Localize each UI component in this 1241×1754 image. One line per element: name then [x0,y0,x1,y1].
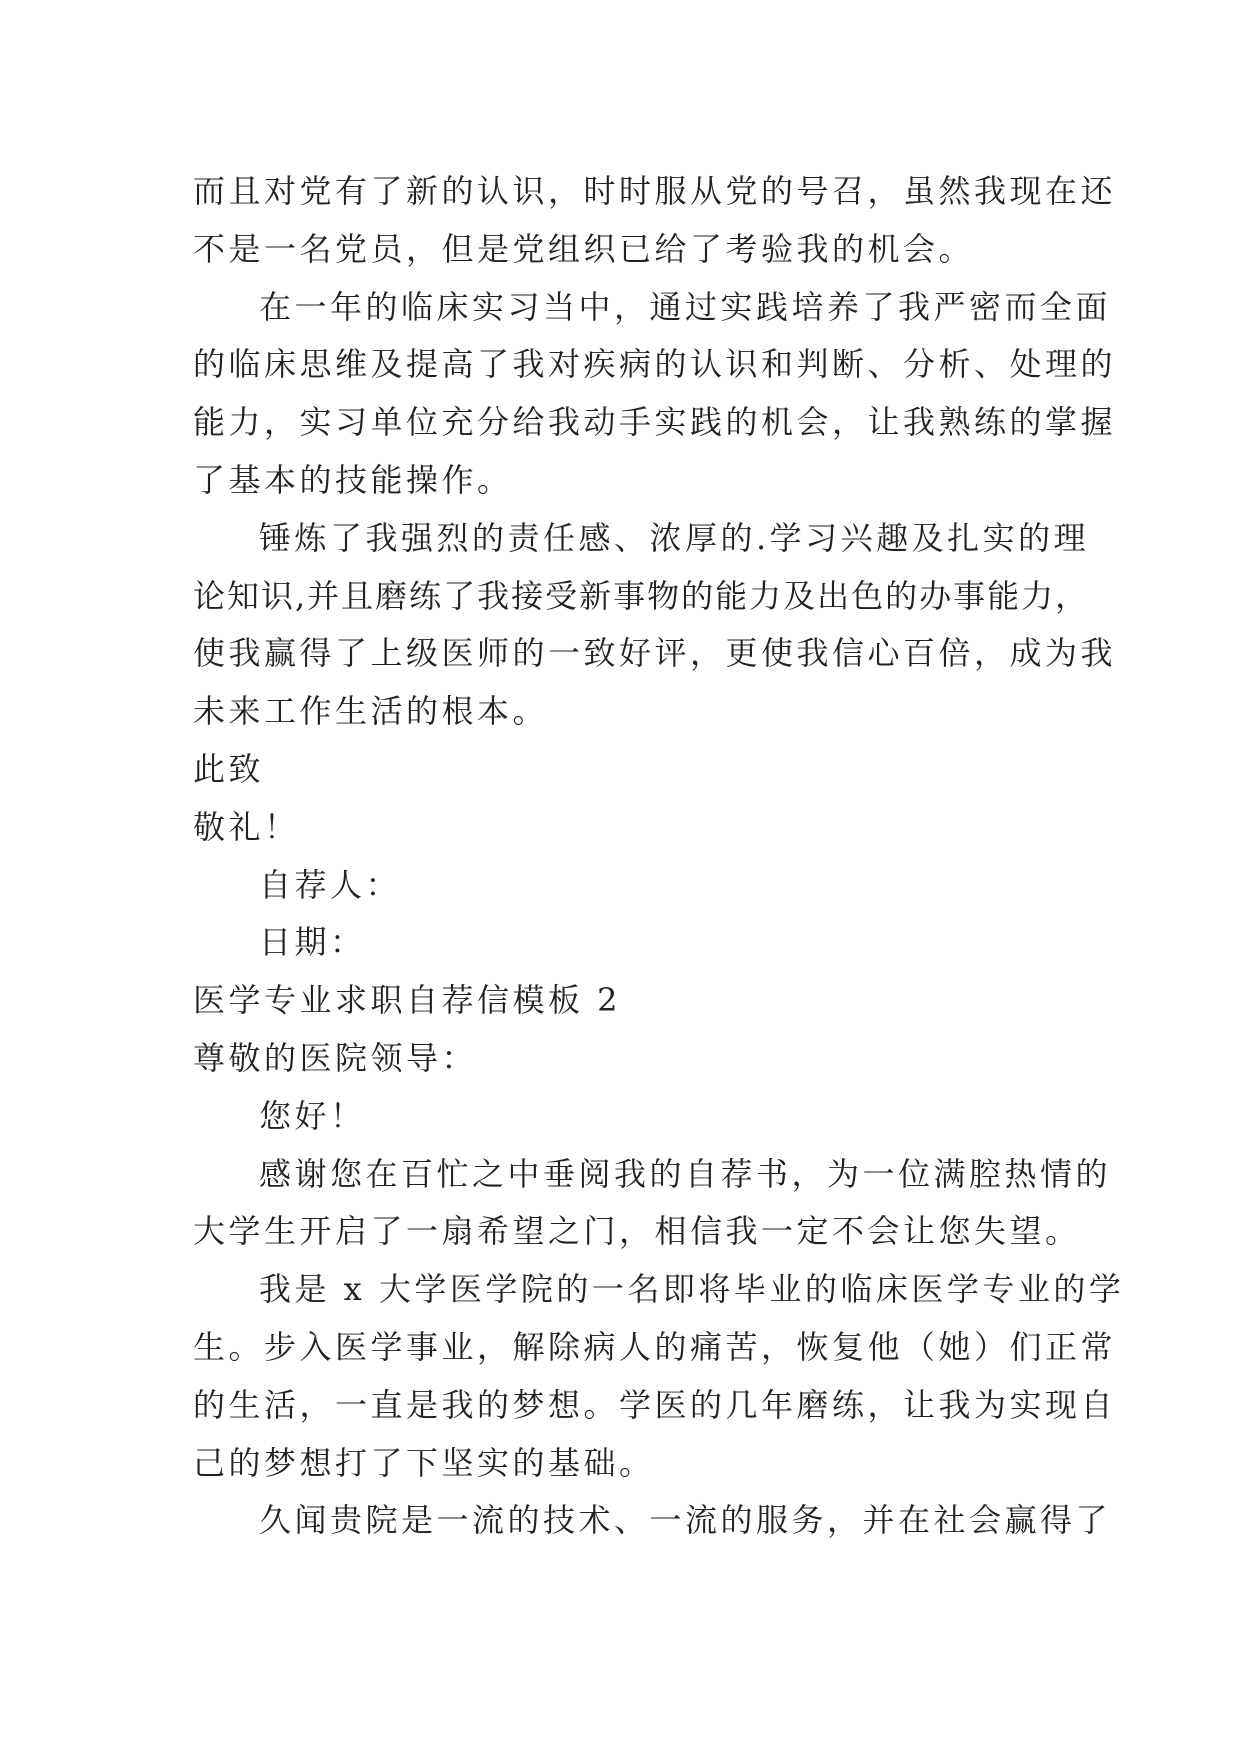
text-line: 不是一名党员，但是党组织已给了考验我的机会。 [193,229,975,268]
text-line: 生。步入医学事业，解除病人的痛苦，恢复他（她）们正常 [193,1327,1117,1366]
closing-salutation: 此致 [193,749,265,788]
text-line: 大学生开启了一扇希望之门，相信我一定不会让您失望。 [193,1212,1081,1251]
date-label: 日期： [259,923,366,962]
text-line: 了基本的技能操作。 [193,460,513,499]
text-line: 论知识,并且磨练了我接受新事物的能力及出色的办事能力， [193,576,1090,615]
document-body [193,163,1125,1550]
text-line: 在一年的临床实习当中，通过实践培养了我严密而全面 [259,287,1112,326]
text-line: 能力，实习单位充分给我动手实践的机会，让我熟练的掌握 [193,403,1117,442]
text-line: 未来工作生活的根本。 [193,692,549,731]
signature-label: 自荐人： [259,865,402,904]
text-line: 的临床思维及提高了我对疾病的认识和判断、分析、处理的 [193,345,1117,384]
text-line: 己的梦想打了下坚实的基础。 [193,1443,655,1482]
text-line: 锤炼了我强烈的责任感、浓厚的.学习兴趣及扎实的理 [259,518,1090,557]
text-line: 使我赢得了上级医师的一致好评，更使我信心百倍，成为我 [193,634,1117,673]
text-line: 久闻贵院是一流的技术、一流的服务，并在社会赢得了 [259,1501,1112,1540]
section-title: 医学专业求职自荐信模板 2 [193,981,622,1020]
text-line: 感谢您在百忙之中垂阅我的自荐书，为一位满腔热情的 [259,1154,1112,1193]
greeting-recipient: 尊敬的医院领导： [193,1038,478,1077]
closing-regards: 敬礼！ [193,807,300,846]
text-line: 我是 x 大学医学院的一名即将毕业的临床医学专业的学 [259,1270,1125,1309]
text-line: 而且对党有了新的认识，时时服从党的号召，虽然我现在还 [193,172,1117,210]
text-line: 的生活，一直是我的梦想。学医的几年磨练，让我为实现自 [193,1385,1117,1424]
greeting: 您好！ [259,1096,366,1135]
